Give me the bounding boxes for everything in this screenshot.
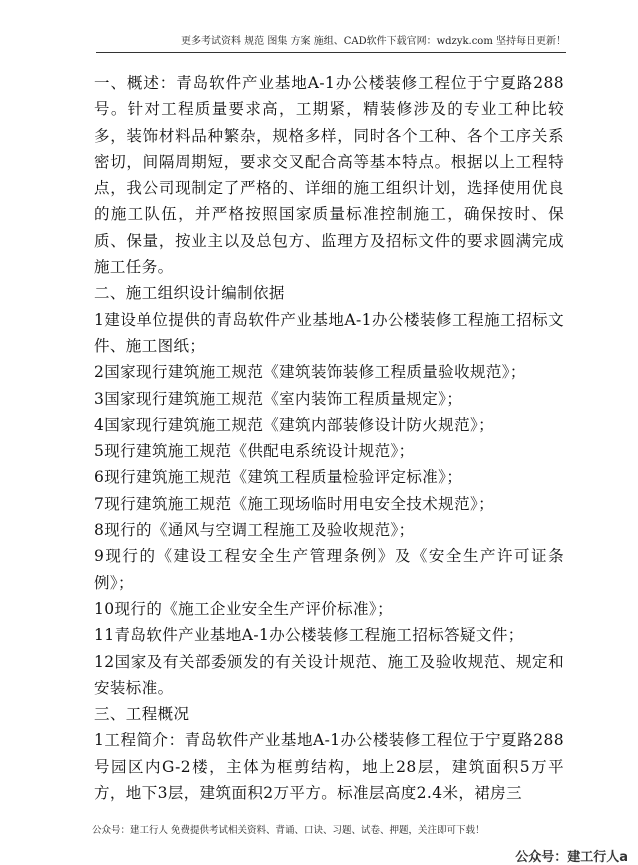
watermark <box>515 846 628 865</box>
document-body <box>94 70 564 806</box>
basis-item-2: 2国家现行建筑施工规范《建筑装饰装修工程质量验收规范》； <box>94 363 526 382</box>
section-heading-overview: 三、工程概况 <box>94 705 190 724</box>
page-header <box>96 32 566 53</box>
footer-text: 公众号：建工行人 免费提供考试相关资料、背诵、口诀、习题、试卷、押题，关注即可下载！ <box>92 825 485 836</box>
header-text: 更多考试资料 规范 图集 方案 施组、CAD软件下载官网：wdzyk.com 坚持每日更新！ <box>180 36 566 47</box>
paragraph-overview: 一、概述：青岛软件产业基地A-1办公楼装修工程位于宁夏路288号。针对工程质量要求高，工期紧，精装修涉及的专业工种比较多，装饰材料品种繁杂，规格多样，同时各个工种、各个工序关系密切，间隔周期短，要求交叉配合高等基本特点。根据以上工程特点，我公司现制定了严格的、详细的施工组织计划，选择使用优良的施工队伍，并严格按照国家质量标准控制施工，确保按时、保质、保量，按业主以及总包方、监理方及招标文件的要求圆满完成施工任务。 <box>94 74 564 277</box>
basis-item-7: 7现行建筑施工规范《施工现场临时用电安全技术规范》； <box>94 494 495 513</box>
project-intro-paragraph: 1工程简介：青岛软件产业基地A-1办公楼装修工程位于宁夏路288号园区内G-2楼，主体为框剪结构，地上28层，建筑面积5万平方，地下3层，建筑面积2万平方。标准层高度2.4米，裙房三 <box>94 731 564 803</box>
basis-item-1: 1建设单位提供的青岛软件产业基地A-1办公楼装修工程施工招标文件、施工图纸； <box>94 310 564 355</box>
basis-item-10: 10现行的《施工企业安全生产评价标准》； <box>94 599 393 618</box>
basis-item-8: 8现行的《通风与空调工程施工及验收规范》； <box>94 521 415 540</box>
basis-item-9: 9现行的《建设工程安全生产管理条例》及《安全生产许可证条例》； <box>94 547 564 592</box>
basis-item-12: 12国家及有关部委颁发的有关设计规范、施工及验收规范、规定和安装标准。 <box>94 652 564 697</box>
basis-item-5: 5现行建筑施工规范《供配电系统设计规范》； <box>94 442 415 461</box>
basis-item-6: 6现行建筑施工规范《建筑工程质量检验评定标准》； <box>94 468 463 487</box>
page-footer <box>92 822 552 836</box>
watermark-text: 公众号：建工行人a <box>515 850 628 865</box>
section-heading-basis: 二、施工组织设计编制依据 <box>94 284 285 303</box>
basis-item-11: 11青岛软件产业基地A-1办公楼装修工程施工招标答疑文件； <box>94 626 524 645</box>
basis-item-4: 4国家现行建筑施工规范《建筑内部装修设计防火规范》； <box>94 415 495 434</box>
basis-item-3: 3国家现行建筑施工规范《室内装饰工程质量规定》； <box>94 389 463 408</box>
